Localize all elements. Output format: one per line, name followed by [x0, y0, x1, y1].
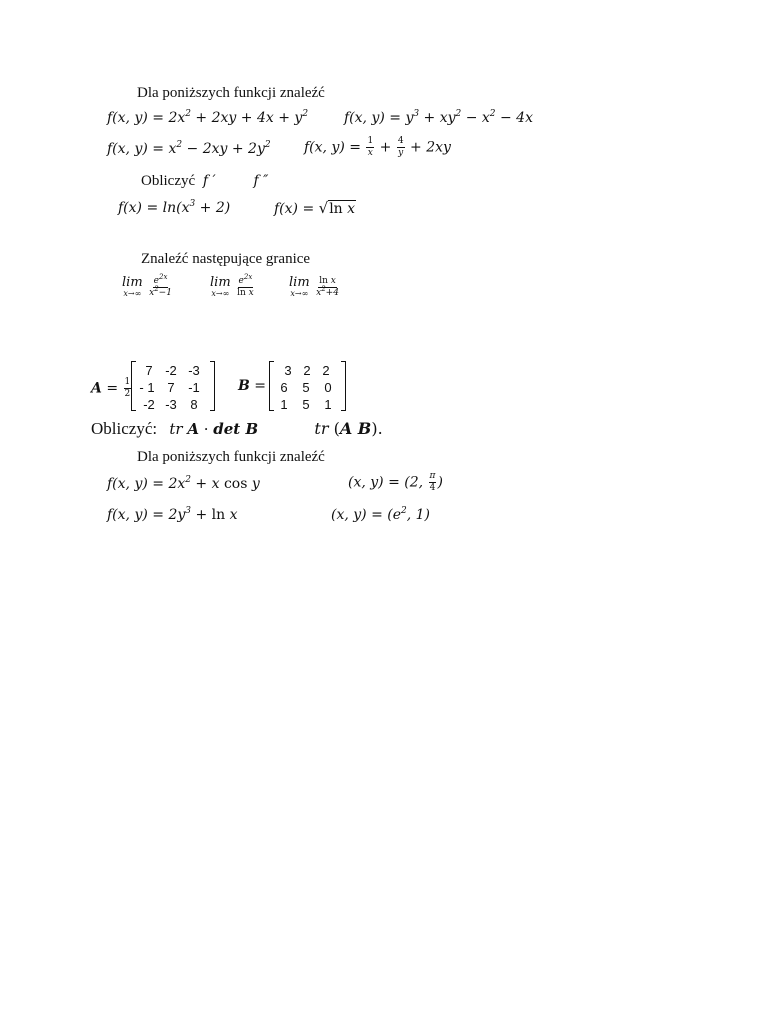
section2-heading — [141, 173, 268, 190]
function-6: f(x) = √ ln x — [274, 199, 356, 217]
fraction-4-over-y: $\frac{4}{y}$ — [397, 136, 404, 158]
matrix-a-factor: $\frac{1}{2}$ — [124, 377, 131, 399]
function-8: f(x, $y) = 2y^3 + \ln x$ — [107, 506, 238, 523]
matrix-b-cell: 6 — [280, 380, 288, 395]
matrix-a-left-bracket — [131, 361, 136, 411]
limit-3: lim x→∞ $\frac{\text{ln x}}{x^2+4}$ — [289, 275, 339, 298]
matrix-b-cell: 2 — [303, 363, 311, 378]
matrix-a-cell: -2 — [143, 397, 155, 412]
matrix-a-cell: -2 — [165, 363, 177, 378]
trace-ab: tr (A B). — [314, 419, 383, 438]
matrix-a-cell: -3 — [165, 397, 177, 412]
matrix-b-cell: 1 — [324, 397, 332, 412]
compute-label: Obliczyć: — [91, 419, 158, 438]
matrix-b — [269, 361, 346, 411]
point-2: (x, $y) = (e^2$, 1) — [331, 506, 431, 523]
matrix-a-definition: A = $\frac{1}{2}$ — [91, 377, 131, 399]
point-1: (x, y) = (2, $\frac{\pi}{4}$ ) — [348, 471, 443, 493]
matrix-b-cell: 3 — [284, 363, 292, 378]
matrix-a-cell: -1 — [188, 380, 200, 395]
matrix-b-cell: 5 — [302, 397, 310, 412]
trace-a-times-det-b: tr A · det B — [169, 420, 259, 438]
compute-line — [91, 419, 383, 439]
matrix-b-cell: 5 — [302, 380, 310, 395]
matrix-b-cell: 0 — [324, 380, 332, 395]
second-derivative-symbol: f ″ — [253, 173, 269, 189]
function-2: f(x, $y) = y^3 + xy^2 - x^2 - 4x$ — [344, 109, 533, 126]
matrix-a-label: A — [91, 380, 102, 397]
matrix-a-right-bracket — [210, 361, 215, 411]
matrix-a-cell: - 1 — [139, 380, 155, 395]
limit-2: lim x→∞ $\frac{e^{2x}}{\text{ln x}}$ — [210, 272, 254, 298]
matrix-a-cell: 7 — [167, 380, 175, 395]
matrix-a-cell: 8 — [190, 397, 198, 412]
limit-1: lim x→∞ $\frac{e^{2x}}{x^2-1}$ — [122, 272, 172, 298]
matrix-b-label: B — [238, 378, 250, 394]
function-1: f(x, $y) = 2x^2 + 2xy + 4x + y^2$ — [107, 109, 309, 126]
fraction-pi-over-4: $\frac{\pi}{4}$ — [429, 471, 436, 493]
compute-label: Obliczyć — [141, 173, 196, 189]
function-4: f(x, y) = $\frac{1}{x}$ + $\frac{4}{y}$ + 2xy — [304, 136, 451, 158]
sqrt-ln-x: √ ln x — [318, 199, 356, 217]
fraction-1-over-x: $\frac{1}{x}$ — [367, 136, 374, 158]
matrix-b-right-bracket — [341, 361, 346, 411]
section1-heading: Dla poniższych funkcji znaleźć — [137, 85, 325, 101]
function-7: f(x, $y) = 2x^2 + x$ cos y — [107, 475, 260, 492]
matrix-a-cell: 7 — [145, 363, 153, 378]
function-3: f(x, $y) = x^2 - 2xy + 2y^2$ — [107, 140, 271, 157]
first-derivative-symbol: f ′ — [202, 173, 216, 189]
section3-heading: Znaleźć następujące granice — [141, 251, 311, 267]
matrix-a — [131, 361, 215, 411]
matrix-a-cell: -3 — [188, 363, 200, 378]
matrix-b-definition: B = — [238, 378, 267, 394]
matrix-b-cell: 1 — [280, 397, 288, 412]
matrix-b-cell: 2 — [322, 363, 330, 378]
function-5: $f(x) = \ln(x^3 + 2)$ — [118, 199, 231, 216]
section4-heading: Dla poniższych funkcji znaleźć — [137, 449, 325, 465]
